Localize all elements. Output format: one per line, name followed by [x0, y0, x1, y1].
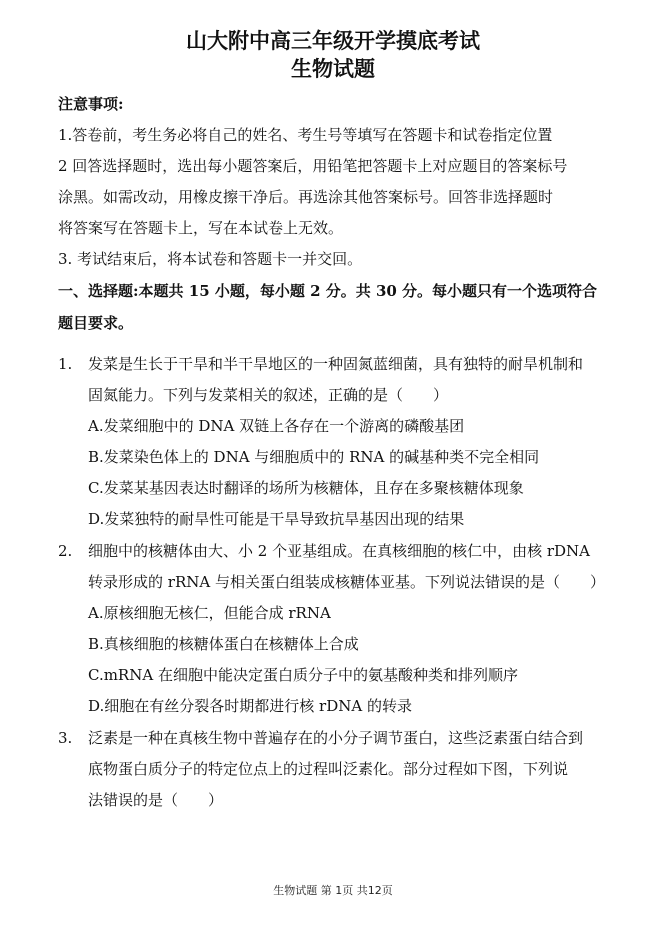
question-stem-line [58, 540, 590, 562]
subject-title: 生物试题 [291, 57, 375, 81]
question-stem-line: 固氮能力。下列与发菜相关的叙述，正确的是（ ） [88, 386, 449, 404]
option-a: A.原核细胞无核仁，但能合成 rRNA [88, 604, 331, 622]
question-number: 1. [58, 355, 73, 373]
exam-title: 山大附中高三年级开学摸底考试 [186, 29, 480, 53]
option-d: D.细胞在有丝分裂各时期都进行核 rDNA 的转录 [88, 697, 412, 715]
question-stem-line [58, 727, 583, 749]
question-number: 3. [58, 729, 73, 747]
question-stem-text: 发菜是生长于干旱和半干旱地区的一种固氮蓝细菌，具有独特的耐旱机制和 [88, 355, 584, 373]
notes-line: 3. 考试结束后，将本试卷和答题卡一并交回。 [58, 250, 363, 268]
option-b: B.发菜染色体上的 DNA 与细胞质中的 RNA 的碱基种类不完全相同 [88, 448, 540, 466]
question-stem-line: 底物蛋白质分子的特定位点上的过程叫泛素化。部分过程如下图，下列说 [88, 760, 569, 778]
question-stem-line: 法错误的是（ ） [88, 791, 224, 809]
section-heading-line: 一、选择题:本题共 15 小题，每小题 2 分。共 30 分。每小题只有一个选项符合 [58, 282, 598, 300]
question-stem-text: 细胞中的核糖体由大、小 2 个亚基组成。在真核细胞的核仁中，由核 rDNA [88, 542, 591, 560]
notes-line: 将答案写在答题卡上，写在本试卷上无效。 [58, 219, 344, 237]
notes-heading: 注意事项: [58, 95, 124, 113]
notes-line: 2 回答选择题时，选出每小题答案后，用铅笔把答题卡上对应题目的答案标号 [58, 157, 568, 175]
option-c: C.发菜某基因表达时翻译的场所为核糖体，且存在多聚核糖体现象 [88, 479, 524, 497]
notes-line: 1.答卷前，考生务必将自己的姓名、考生号等填写在答题卡和试卷指定位置 [58, 126, 553, 144]
option-d: D.发菜独特的耐旱性可能是干旱导致抗旱基因出现的结果 [88, 510, 465, 528]
question-number: 2. [58, 542, 73, 560]
question-stem-line [58, 353, 583, 375]
option-b: B.真核细胞的核糖体蛋白在核糖体上合成 [88, 635, 359, 653]
notes-line: 涂黑。如需改动，用橡皮擦干净后。再选涂其他答案标号。回答非选择题时 [58, 188, 554, 206]
page-footer: 生物试题 第 1页 共12页 [273, 884, 393, 897]
question-stem-text: 泛素是一种在真核生物中普遍存在的小分子调节蛋白，这些泛素蛋白结合到 [88, 729, 584, 747]
option-a: A.发菜细胞中的 DNA 双链上各存在一个游离的磷酸基团 [88, 417, 465, 435]
question-stem-line: 转录形成的 rRNA 与相关蛋白组装成核糖体亚基。下列说法错误的是（ ） [88, 573, 605, 591]
section-heading-line: 题目要求。 [58, 314, 134, 332]
option-c: C.mRNA 在细胞中能决定蛋白质分子中的氨基酸种类和排列顺序 [88, 666, 518, 684]
